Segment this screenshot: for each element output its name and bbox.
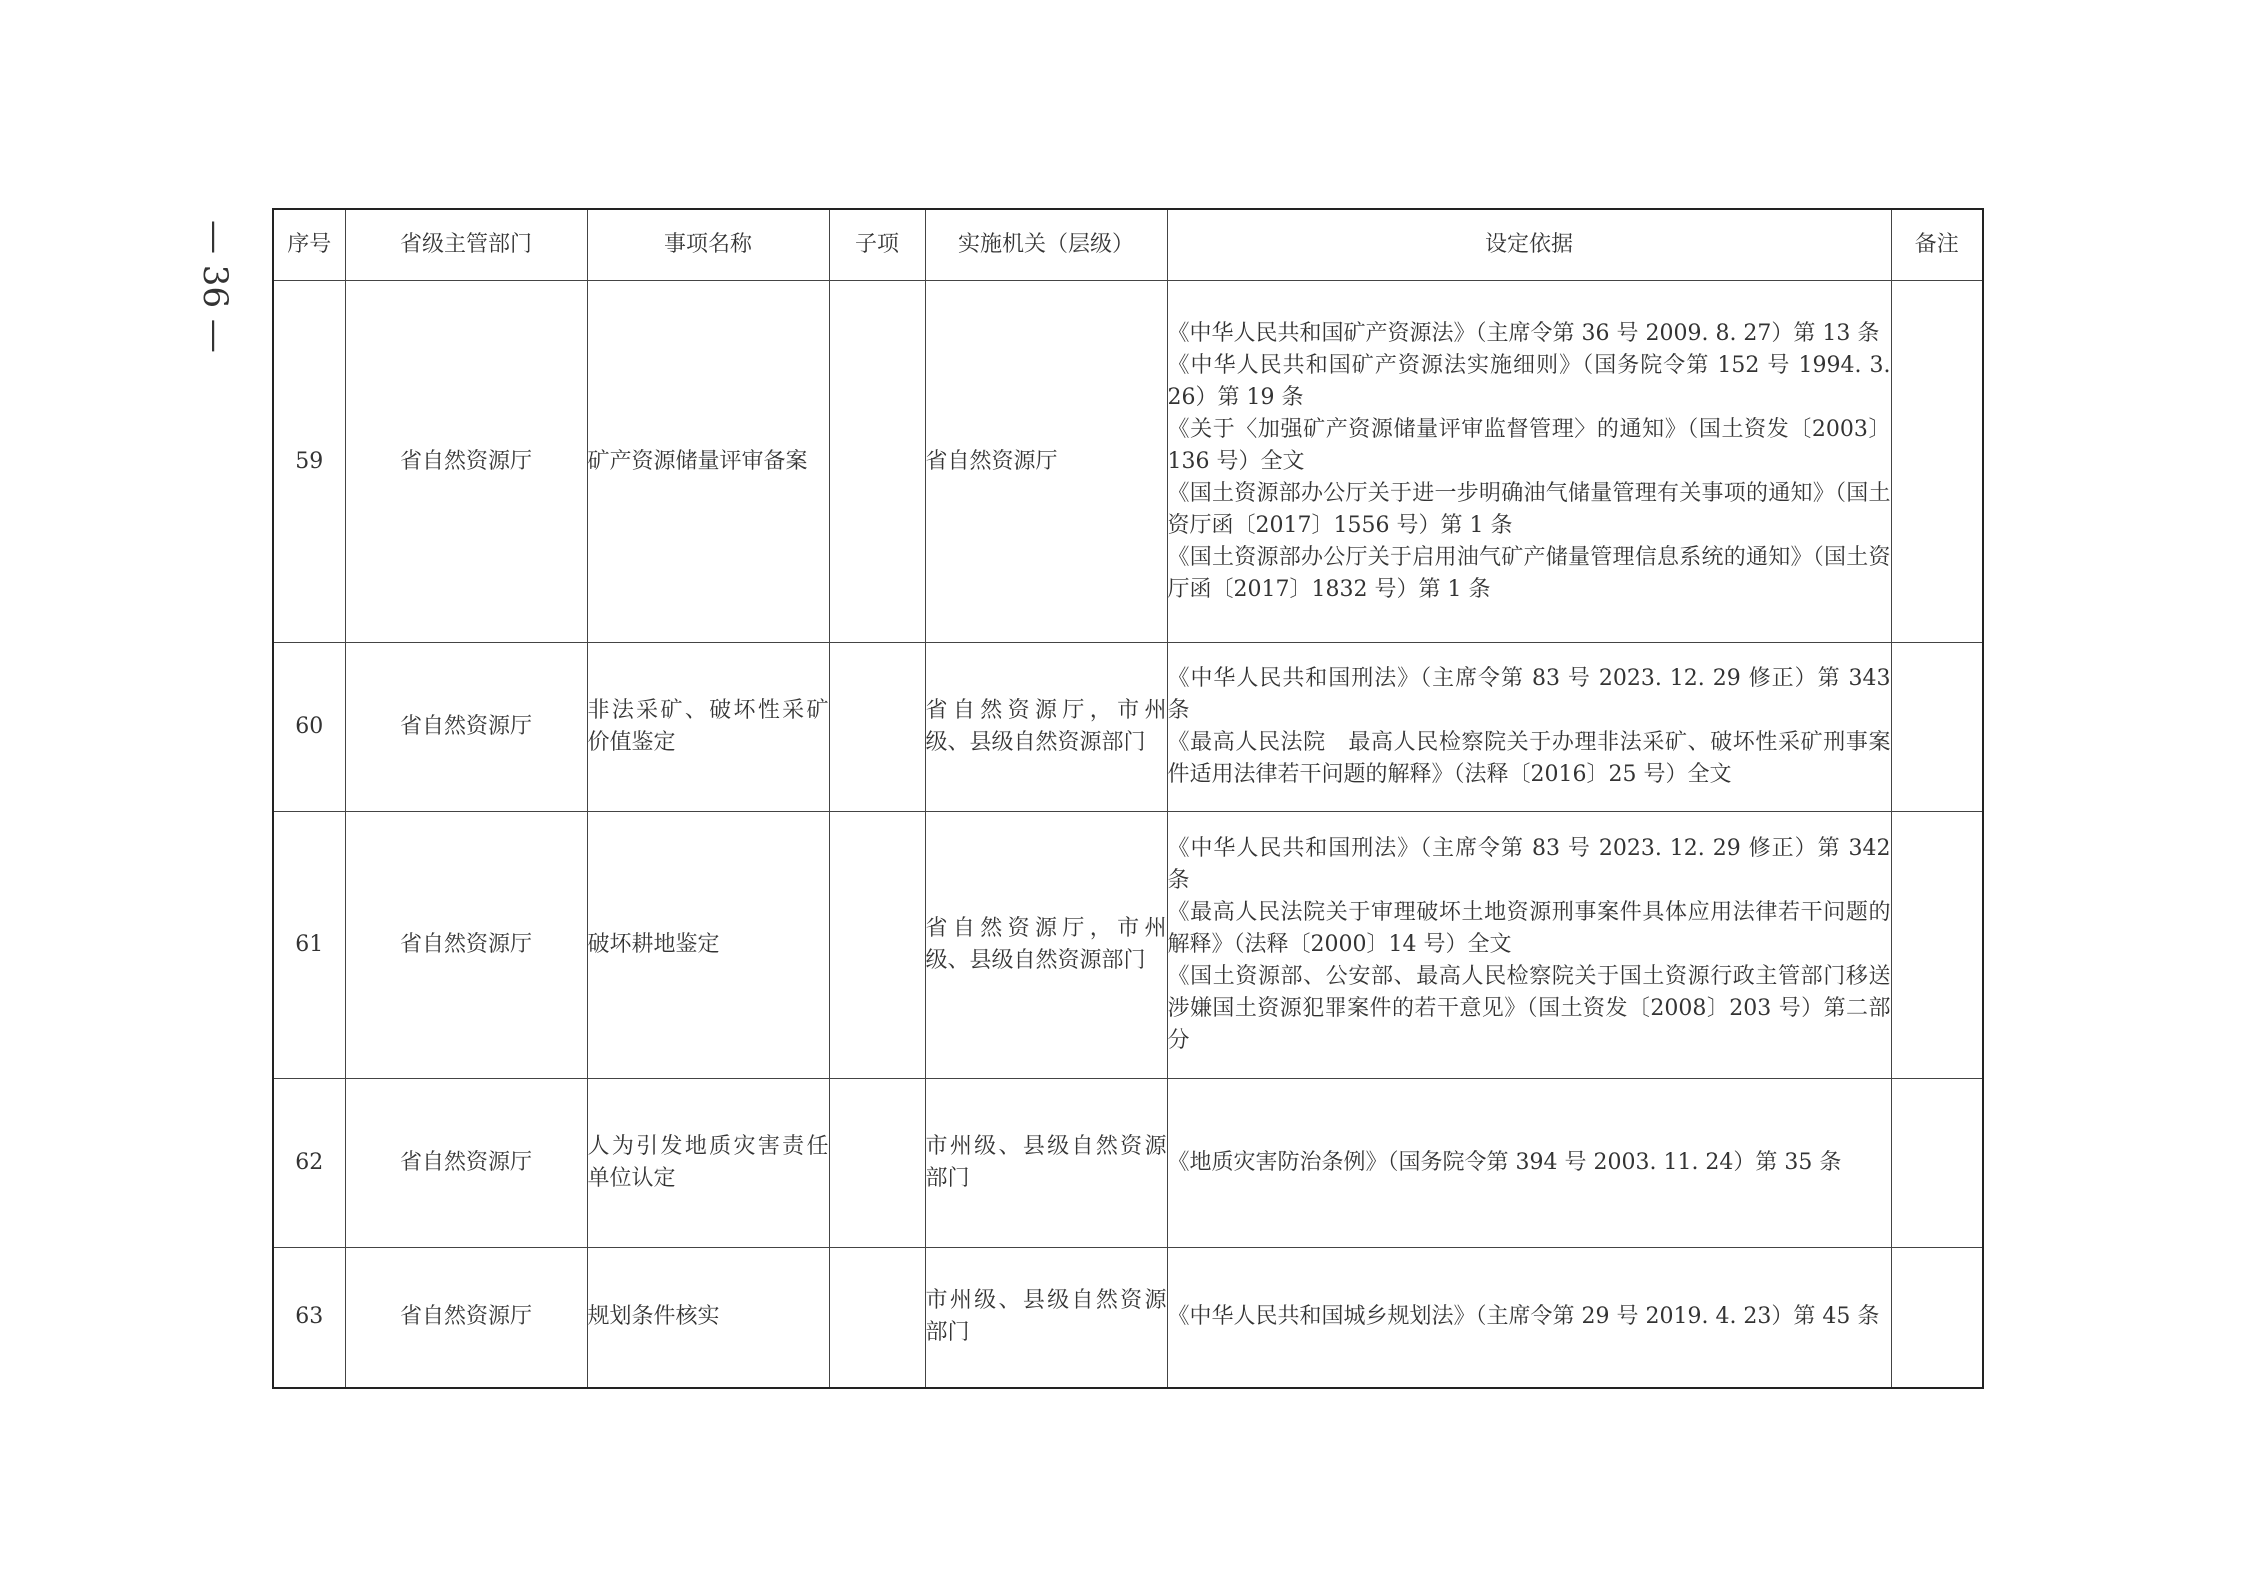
- row-sub-item: [829, 643, 925, 812]
- row-agency: 市州级、县级自然资源部门: [925, 1079, 1167, 1248]
- header-agency: 实施机关（层级）: [925, 209, 1167, 281]
- row-number: 61: [273, 812, 345, 1079]
- row-basis: [1167, 643, 1891, 812]
- row-agency: 省自然资源厅，市州级、县级自然资源部门: [925, 812, 1167, 1079]
- basis-entry: 《中华人民共和国城乡规划法》（主席令第 29 号 2019. 4. 23）第 45 条: [1167, 1304, 1880, 1330]
- header-name: 事项名称: [587, 209, 829, 281]
- basis-entry: 《国土资源部办公厅关于启用油气矿产储量管理信息系统的通知》（国土资厅函〔2017〕1832 号）第 1 条: [1167, 544, 1891, 602]
- basis-entry: 《最高人民法院 最高人民检察院关于办理非法采矿、破坏性采矿刑事案件适用法律若干问题的解释》（法释〔2016〕25 号）全文: [1167, 730, 1891, 787]
- row-note: [1891, 812, 1983, 1079]
- basis-entry: 《地质灾害防治条例》（国务院令第 394 号 2003. 11. 24）第 35 条: [1167, 1150, 1842, 1175]
- header-note: 备注: [1891, 209, 1983, 281]
- row-department: 省自然资源厅: [345, 643, 587, 812]
- row-basis: [1167, 1079, 1891, 1248]
- row-number: 60: [273, 643, 345, 812]
- row-number: 63: [273, 1248, 345, 1388]
- row-sub-item: [829, 1079, 925, 1248]
- row-note: [1891, 281, 1983, 643]
- basis-entry: 《中华人民共和国矿产资源法》（主席令第 36 号 2009. 8. 27）第 13 条: [1167, 320, 1880, 346]
- header-dept: 省级主管部门: [345, 209, 587, 281]
- row-item-name: 人为引发地质灾害责任单位认定: [587, 1079, 829, 1248]
- basis-entry: 《国土资源部办公厅关于进一步明确油气储量管理有关事项的通知》（国土资厅函〔2017〕1556 号）第 1 条: [1167, 480, 1891, 538]
- row-note: [1891, 643, 1983, 812]
- row-item-name: 规划条件核实: [587, 1248, 829, 1388]
- row-item-name: 矿产资源储量评审备案: [587, 281, 829, 643]
- header-row: [273, 209, 1983, 281]
- basis-entry: 《中华人民共和国矿产资源法实施细则》（国务院令第 152 号 1994. 3. 26）第 19 条: [1167, 352, 1891, 410]
- row-agency: 省自然资源厅: [925, 281, 1167, 643]
- table-row: [273, 812, 1983, 1079]
- basis-entry: 《国土资源部、公安部、最高人民检察院关于国土资源行政主管部门移送涉嫌国土资源犯罪案件的若干意见》（国土资发〔2008〕203 号）第二部分: [1167, 964, 1891, 1053]
- row-sub-item: [829, 812, 925, 1079]
- header-basis: 设定依据: [1167, 209, 1891, 281]
- row-note: [1891, 1248, 1983, 1388]
- row-sub-item: [829, 1248, 925, 1388]
- table-row: [273, 643, 1983, 812]
- basis-entry: 《中华人民共和国刑法》（主席令第 83 号 2023. 12. 29 修正）第 342 条: [1167, 836, 1891, 893]
- table-body: [273, 281, 1983, 1388]
- row-basis: [1167, 1248, 1891, 1388]
- row-number: 59: [273, 281, 345, 643]
- page-number: — 36 —: [195, 220, 235, 353]
- row-department: 省自然资源厅: [345, 1079, 587, 1248]
- row-basis: [1167, 281, 1891, 643]
- row-number: 62: [273, 1079, 345, 1248]
- row-department: 省自然资源厅: [345, 812, 587, 1079]
- table-row: [273, 281, 1983, 643]
- row-department: 省自然资源厅: [345, 281, 587, 643]
- row-department: 省自然资源厅: [345, 1248, 587, 1388]
- basis-entry: 《关于〈加强矿产资源储量评审监督管理〉的通知》（国土资发〔2003〕136 号）全文: [1167, 416, 1891, 474]
- basis-entry: 《中华人民共和国刑法》（主席令第 83 号 2023. 12. 29 修正）第 343 条: [1167, 666, 1891, 723]
- row-note: [1891, 1079, 1983, 1248]
- header-num: 序号: [273, 209, 345, 281]
- items-table: [272, 208, 1984, 1389]
- header-sub: 子项: [829, 209, 925, 281]
- basis-entry: 《最高人民法院关于审理破坏土地资源刑事案件具体应用法律若干问题的解释》（法释〔2000〕14 号）全文: [1167, 900, 1891, 957]
- row-basis: [1167, 812, 1891, 1079]
- row-agency: 省自然资源厅，市州级、县级自然资源部门: [925, 643, 1167, 812]
- table-row: [273, 1248, 1983, 1388]
- row-item-name: 破坏耕地鉴定: [587, 812, 829, 1079]
- row-sub-item: [829, 281, 925, 643]
- table-row: [273, 1079, 1983, 1248]
- row-agency: 市州级、县级自然资源部门: [925, 1248, 1167, 1388]
- row-item-name: 非法采矿、破坏性采矿价值鉴定: [587, 643, 829, 812]
